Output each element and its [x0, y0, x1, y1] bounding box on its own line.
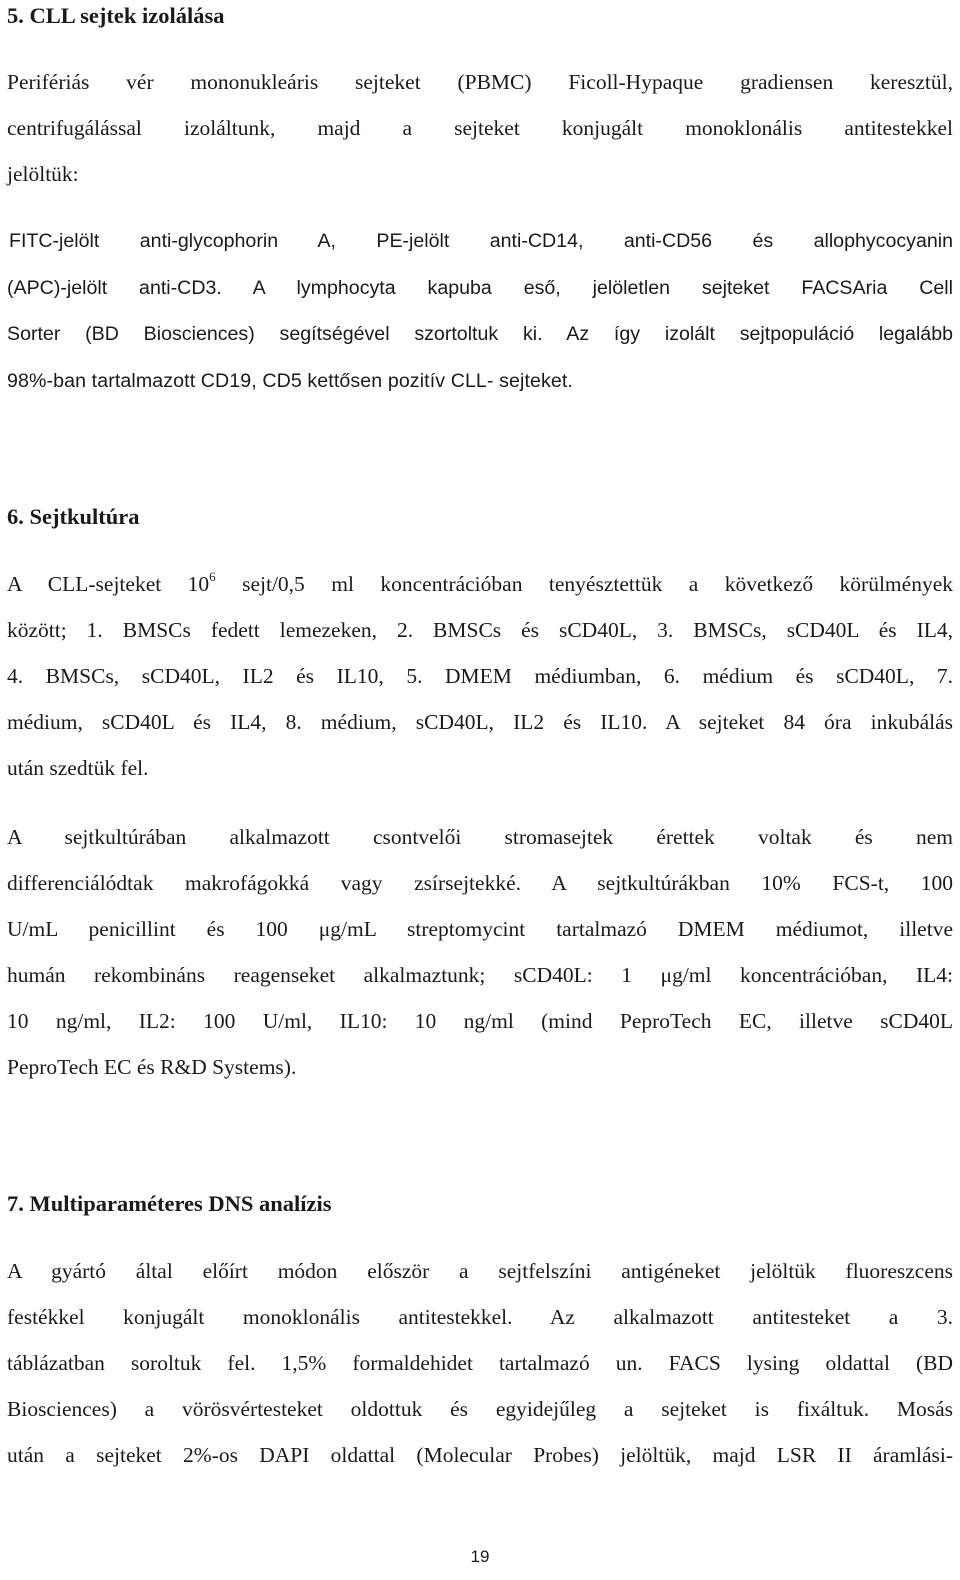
s6-p2-line-6: PeproTech EC és R&D Systems).	[7, 1055, 297, 1079]
s7-line-1: A gyártó által előírt módon először a sejtfelszíni antigéneket jelöltük fluoreszcens	[7, 1259, 953, 1283]
s6-p1-line-2: között; 1. BMSCs fedett lemezeken, 2. BMSCs és sCD40L, 3. BMSCs, sCD40L és IL4,	[7, 618, 953, 642]
s7-line-3: táblázatban soroltuk fel. 1,5% formaldehidet tartalmazó un. FACS lysing oldattal (BD	[7, 1351, 953, 1375]
s5-line-3: jelöltük:	[7, 162, 79, 186]
s6-p2-line-1: A sejtkultúrában alkalmazott csontvelői stromasejtek érettek voltak és nem	[7, 825, 953, 849]
s6-p2-line-4: humán rekombináns reagenseket alkalmaztunk; sCD40L: 1 μg/ml koncentrációban, IL4:	[7, 963, 953, 987]
s6-exponent: 6	[209, 568, 216, 584]
s6-p1-line-4: médium, sCD40L és IL4, 8. médium, sCD40L, IL2 és IL10. A sejteket 84 óra inkubálás	[7, 710, 953, 734]
s5-line-7: 98%-ban tartalmazott CD19, CD5 kettősen pozitív CLL- sejteket.	[7, 370, 573, 392]
s6-p1-line-1-b: sejt/0,5 ml koncentrációban tenyésztettük a következő körülmények	[215, 572, 953, 596]
page-number: 19	[470, 1547, 490, 1566]
s5-line-6: Sorter (BD Biosciences) segítségével szortoltuk ki. Az így izolált sejtpopuláció legalább	[7, 323, 953, 345]
s7-line-2: festékkel konjugált monoklonális antitestekkel. Az alkalmazott antitesteket a 3.	[7, 1305, 953, 1329]
section-5-heading: 5. CLL sejtek izolálása	[7, 3, 225, 28]
s7-line-4: Biosciences) a vörösvértesteket oldottuk és egyidejűleg a sejteket is fixáltuk. Mosás	[7, 1397, 953, 1421]
s5-line-4: FITC-jelölt anti-glycophorin A, PE-jelölt anti-CD14, anti-CD56 és allophycocyanin	[9, 230, 953, 252]
s6-p1-line-1	[7, 568, 953, 597]
s5-line-1: Perifériás vér mononukleáris sejteket (PBMC) Ficoll-Hypaque gradiensen keresztül,	[7, 70, 953, 94]
s6-p1-line-1-a: A CLL-sejteket 10	[7, 572, 210, 596]
s6-p2-line-2: differenciálódtak makrofágokká vagy zsírsejtekké. A sejtkultúrákban 10% FCS-t, 100	[7, 871, 953, 895]
s6-p1-line-5: után szedtük fel.	[7, 756, 149, 780]
s6-p2-line-3: U/mL penicillint és 100 μg/mL streptomycint tartalmazó DMEM médiumot, illetve	[7, 917, 953, 941]
s7-line-5: után a sejteket 2%-os DAPI oldattal (Molecular Probes) jelöltük, majd LSR II áramlási-	[7, 1443, 953, 1467]
section-6-heading: 6. Sejtkultúra	[7, 504, 140, 529]
s5-line-2: centrifugálással izoláltunk, majd a sejteket konjugált monoklonális antitestekkel	[7, 116, 953, 140]
section-7-heading: 7. Multiparaméteres DNS analízis	[7, 1191, 332, 1216]
s6-p1-line-3: 4. BMSCs, sCD40L, IL2 és IL10, 5. DMEM médiumban, 6. médium és sCD40L, 7.	[7, 664, 953, 688]
s5-line-5: (APC)-jelölt anti-CD3. A lymphocyta kapuba eső, jelöletlen sejteket FACSAria Cell	[7, 277, 953, 299]
s6-p2-line-5: 10 ng/ml, IL2: 100 U/ml, IL10: 10 ng/ml (mind PeproTech EC, illetve sCD40L	[7, 1009, 953, 1033]
